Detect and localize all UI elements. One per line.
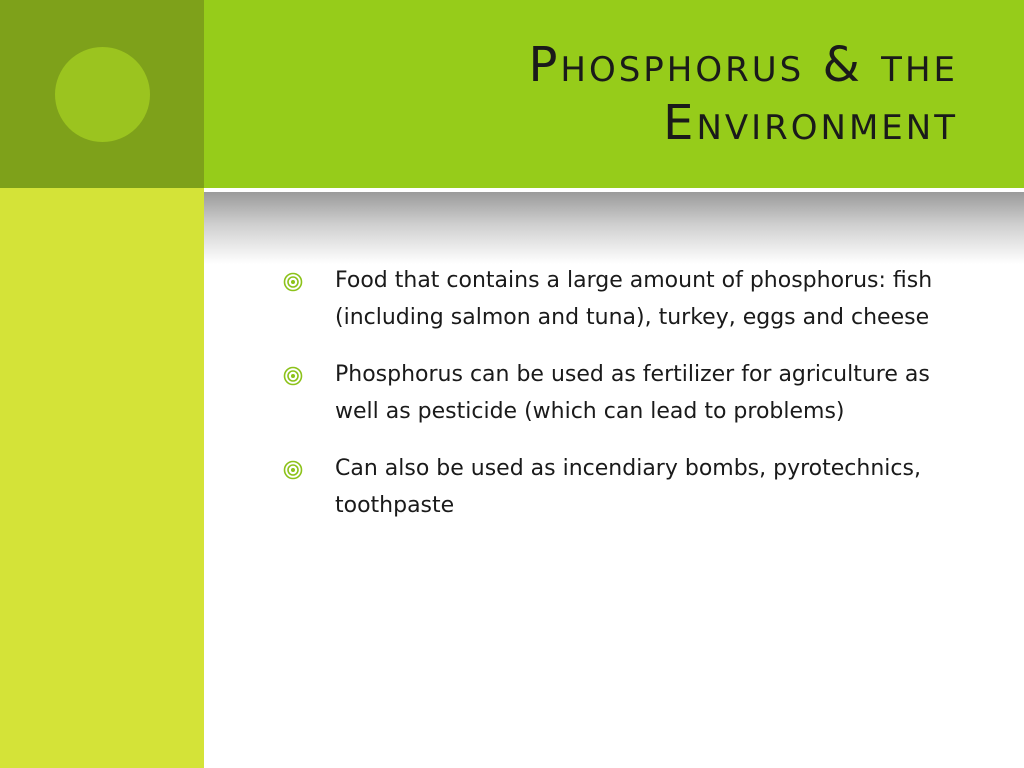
target-bullet-icon (282, 271, 304, 293)
left-accent-bar-bottom (0, 188, 204, 768)
bullet-text: Phosphorus can be used as fertilizer for agriculture as well as pesticide (which can lead to problems) (335, 362, 930, 424)
shadow-band (204, 192, 1024, 264)
bullet-item (282, 356, 972, 430)
target-bullet-icon (282, 459, 304, 481)
bullet-item (282, 262, 972, 336)
target-bullet-icon (282, 365, 304, 387)
slide-title: Phosphorus & the Environment (528, 37, 958, 151)
bullet-text: Food that contains a large amount of phosphorus: fish (including salmon and tuna), turkey, eggs and cheese (335, 268, 933, 330)
bullet-list (282, 262, 972, 544)
bullet-item (282, 450, 972, 524)
decorative-circle (55, 47, 150, 142)
bullet-text: Can also be used as incendiary bombs, pyrotechnics, toothpaste (335, 456, 921, 518)
